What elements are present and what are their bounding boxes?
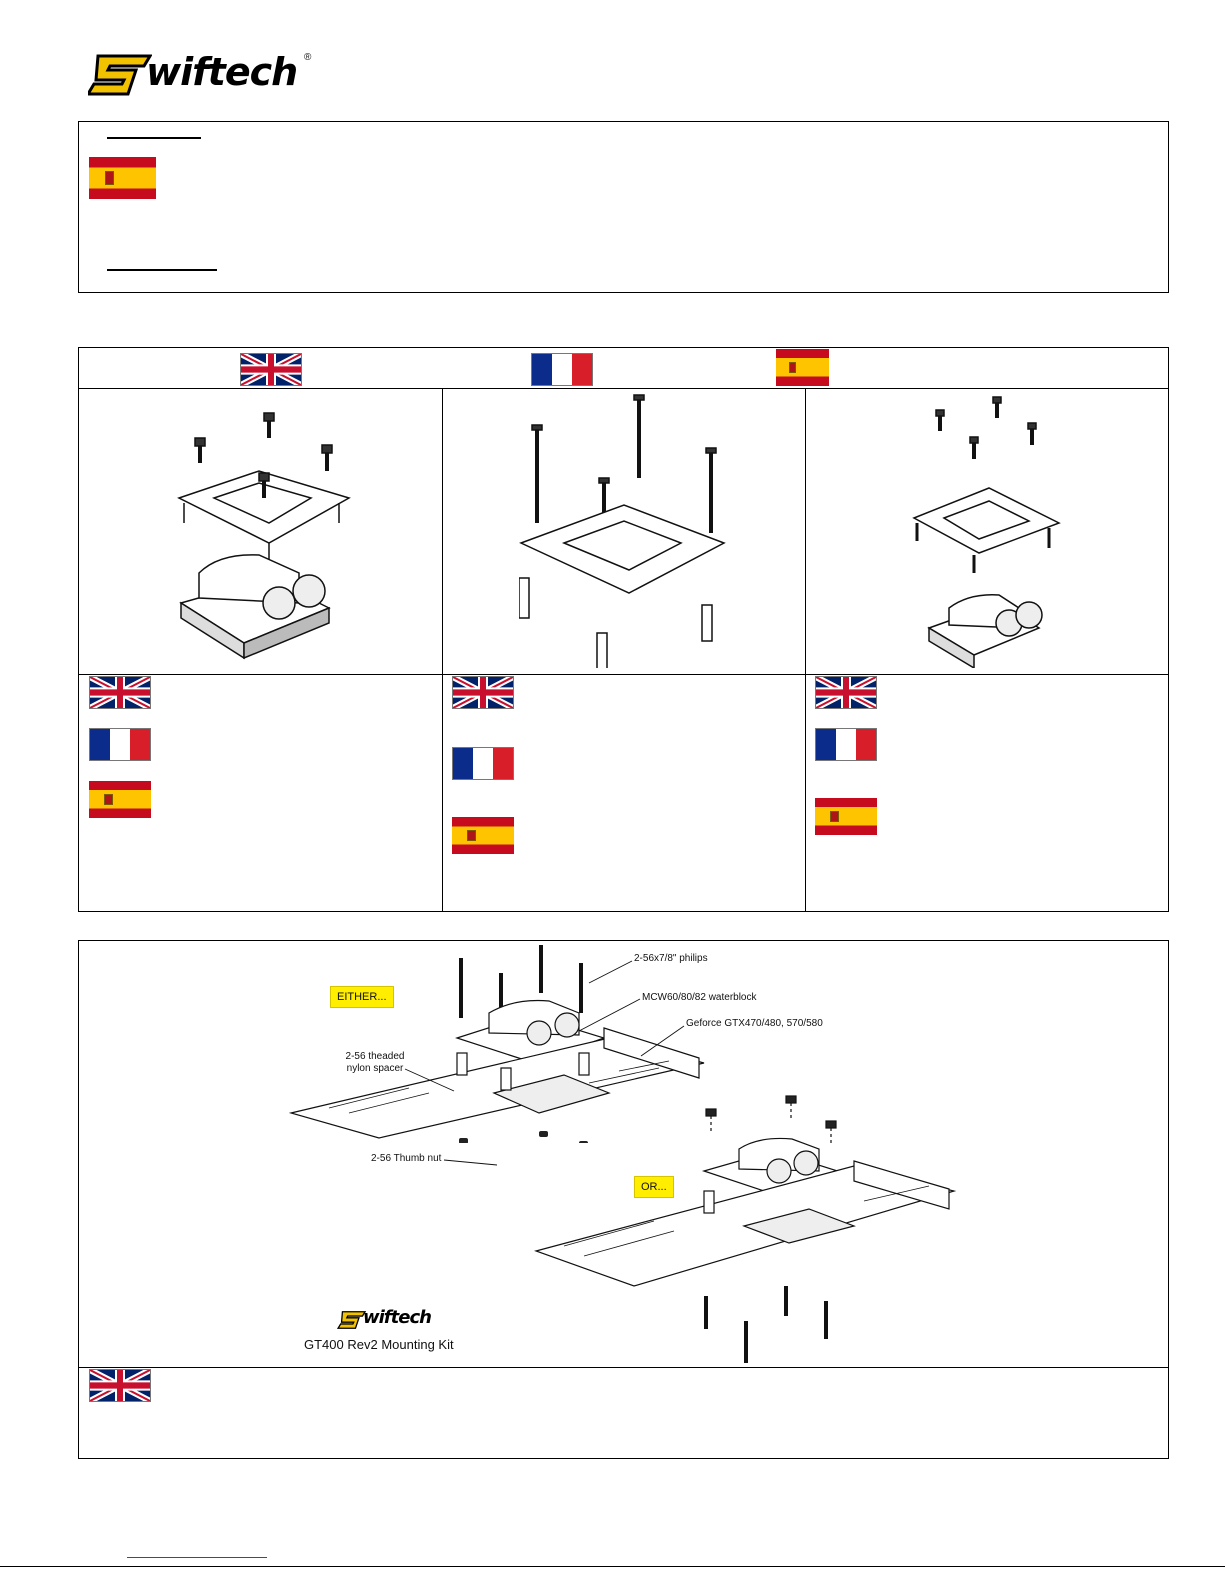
flag-es-icon — [452, 817, 514, 854]
heading-underline-2 — [107, 269, 217, 271]
flag-fr-icon — [531, 353, 593, 386]
thumb-nut-label: 2-56 Thumb nut — [371, 1153, 442, 1164]
col-divider-2 — [805, 388, 806, 911]
flag-uk-icon — [240, 353, 302, 386]
diagram-divider — [79, 1367, 1168, 1368]
registered-mark: ® — [304, 52, 312, 63]
swiftech-logo — [88, 50, 313, 98]
flag-uk-icon — [452, 676, 514, 709]
spacer-label: 2-56 theaded nylon spacer — [345, 1051, 405, 1074]
flag-es-icon — [89, 157, 156, 199]
waterblock-label: MCW60/80/82 waterblock — [642, 992, 757, 1003]
waterblock-assembly-illustration — [159, 403, 359, 663]
row-divider — [79, 674, 1168, 675]
mounting-bracket-spacers-illustration — [519, 393, 739, 668]
mounting-diagram-box — [78, 940, 1169, 1459]
logo-s-mark-icon — [88, 52, 152, 98]
flag-es-icon — [776, 349, 829, 386]
flag-fr-icon — [89, 728, 151, 761]
footer-link-underline[interactable] — [127, 1557, 267, 1558]
flag-uk-icon — [815, 676, 877, 709]
logo-text: wiftech — [146, 50, 298, 94]
screws-label: 2-56x7/8" philips — [634, 953, 708, 964]
caption-logo-text: wiftech — [363, 1307, 431, 1328]
flag-fr-icon — [452, 747, 514, 780]
flag-es-icon — [815, 798, 877, 835]
or-tag: OR... — [634, 1176, 674, 1198]
flag-fr-icon — [815, 728, 877, 761]
footer-rule — [0, 1566, 1225, 1567]
instructions-table — [78, 347, 1169, 912]
card-label: Geforce GTX470/480, 570/580 — [686, 1018, 823, 1029]
col-divider-1 — [442, 388, 443, 911]
bracket-thumbnuts-illustration — [909, 393, 1079, 668]
flag-uk-icon — [89, 676, 151, 709]
header-divider — [79, 388, 1168, 389]
diagram-caption: GT400 Rev2 Mounting Kit — [304, 1337, 454, 1352]
heading-underline-1 — [107, 137, 201, 139]
caption-logo — [337, 1307, 447, 1331]
flag-uk-icon — [89, 1369, 151, 1402]
flag-es-icon — [89, 781, 151, 818]
either-tag: EITHER... — [330, 986, 394, 1008]
callout-leaders — [79, 941, 1168, 1241]
intro-box — [78, 121, 1169, 293]
